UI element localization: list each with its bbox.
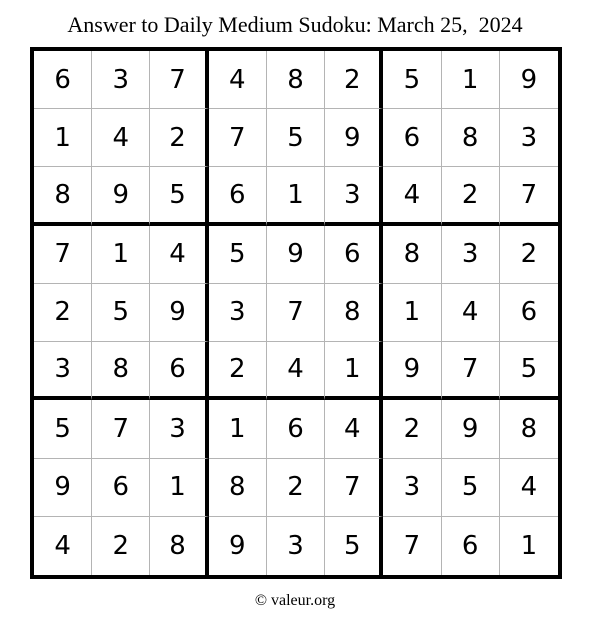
sudoku-cell-r5-c4: 3 bbox=[209, 284, 267, 342]
sudoku-cell-r4-c1: 7 bbox=[34, 226, 92, 284]
sudoku-cell-r4-c9: 2 bbox=[500, 226, 558, 284]
sudoku-cell-r1-c1: 6 bbox=[34, 51, 92, 109]
sudoku-cell-r6-c3: 6 bbox=[150, 342, 208, 400]
sudoku-cell-r5-c3: 9 bbox=[150, 284, 208, 342]
sudoku-cell-r5-c9: 6 bbox=[500, 284, 558, 342]
sudoku-cell-r7-c9: 8 bbox=[500, 400, 558, 458]
sudoku-cell-r4-c7: 8 bbox=[383, 226, 441, 284]
sudoku-cell-r7-c3: 3 bbox=[150, 400, 208, 458]
sudoku-cell-r7-c6: 4 bbox=[325, 400, 383, 458]
sudoku-cell-r1-c7: 5 bbox=[383, 51, 441, 109]
sudoku-cell-r3-c5: 1 bbox=[267, 167, 325, 225]
sudoku-cell-r9-c2: 2 bbox=[92, 517, 150, 575]
sudoku-cell-r8-c9: 4 bbox=[500, 459, 558, 517]
sudoku-cell-r6-c1: 3 bbox=[34, 342, 92, 400]
sudoku-cell-r3-c8: 2 bbox=[442, 167, 500, 225]
sudoku-board bbox=[30, 47, 562, 579]
sudoku-cell-r2-c2: 4 bbox=[92, 109, 150, 167]
sudoku-cell-r5-c5: 7 bbox=[267, 284, 325, 342]
sudoku-cell-r5-c6: 8 bbox=[325, 284, 383, 342]
sudoku-cell-r6-c7: 9 bbox=[383, 342, 441, 400]
sudoku-cell-r3-c7: 4 bbox=[383, 167, 441, 225]
sudoku-cell-r1-c6: 2 bbox=[325, 51, 383, 109]
sudoku-cell-r3-c9: 7 bbox=[500, 167, 558, 225]
sudoku-cell-r8-c5: 2 bbox=[267, 459, 325, 517]
sudoku-cell-r8-c8: 5 bbox=[442, 459, 500, 517]
sudoku-cell-r1-c8: 1 bbox=[442, 51, 500, 109]
sudoku-cell-r1-c2: 3 bbox=[92, 51, 150, 109]
sudoku-cell-r2-c3: 2 bbox=[150, 109, 208, 167]
sudoku-cell-r7-c8: 9 bbox=[442, 400, 500, 458]
sudoku-cell-r4-c5: 9 bbox=[267, 226, 325, 284]
sudoku-cell-r9-c1: 4 bbox=[34, 517, 92, 575]
sudoku-cell-r4-c4: 5 bbox=[209, 226, 267, 284]
sudoku-cell-r8-c7: 3 bbox=[383, 459, 441, 517]
copyright-footer: © valeur.org bbox=[254, 592, 336, 609]
sudoku-cell-r3-c4: 6 bbox=[209, 167, 267, 225]
sudoku-cell-r9-c4: 9 bbox=[209, 517, 267, 575]
sudoku-cell-r4-c3: 4 bbox=[150, 226, 208, 284]
sudoku-cell-r2-c7: 6 bbox=[383, 109, 441, 167]
sudoku-cell-r2-c4: 7 bbox=[209, 109, 267, 167]
sudoku-cell-r1-c4: 4 bbox=[209, 51, 267, 109]
sudoku-cell-r2-c8: 8 bbox=[442, 109, 500, 167]
sudoku-cell-r6-c9: 5 bbox=[500, 342, 558, 400]
sudoku-cell-r4-c2: 1 bbox=[92, 226, 150, 284]
sudoku-cell-r9-c5: 3 bbox=[267, 517, 325, 575]
sudoku-cell-r8-c3: 1 bbox=[150, 459, 208, 517]
page-title: Answer to Daily Medium Sudoku: March 25, 2024 bbox=[67, 12, 523, 37]
sudoku-cell-r5-c2: 5 bbox=[92, 284, 150, 342]
sudoku-cell-r7-c5: 6 bbox=[267, 400, 325, 458]
sudoku-cell-r5-c7: 1 bbox=[383, 284, 441, 342]
sudoku-cell-r6-c6: 1 bbox=[325, 342, 383, 400]
sudoku-cell-r4-c6: 6 bbox=[325, 226, 383, 284]
sudoku-cell-r8-c4: 8 bbox=[209, 459, 267, 517]
sudoku-cell-r5-c1: 2 bbox=[34, 284, 92, 342]
sudoku-cell-r7-c7: 2 bbox=[383, 400, 441, 458]
sudoku-cell-r2-c9: 3 bbox=[500, 109, 558, 167]
sudoku-cell-r5-c8: 4 bbox=[442, 284, 500, 342]
sudoku-cell-r4-c8: 3 bbox=[442, 226, 500, 284]
sudoku-cell-r2-c6: 9 bbox=[325, 109, 383, 167]
sudoku-cell-r1-c5: 8 bbox=[267, 51, 325, 109]
sudoku-cell-r7-c2: 7 bbox=[92, 400, 150, 458]
sudoku-cell-r3-c3: 5 bbox=[150, 167, 208, 225]
sudoku-cell-r6-c5: 4 bbox=[267, 342, 325, 400]
sudoku-cell-r9-c7: 7 bbox=[383, 517, 441, 575]
sudoku-cell-r1-c9: 9 bbox=[500, 51, 558, 109]
sudoku-cell-r2-c1: 1 bbox=[34, 109, 92, 167]
sudoku-cell-r3-c1: 8 bbox=[34, 167, 92, 225]
sudoku-cell-r7-c1: 5 bbox=[34, 400, 92, 458]
sudoku-cell-r9-c8: 6 bbox=[442, 517, 500, 575]
sudoku-cell-r7-c4: 1 bbox=[209, 400, 267, 458]
sudoku-cell-r8-c6: 7 bbox=[325, 459, 383, 517]
sudoku-cell-r6-c2: 8 bbox=[92, 342, 150, 400]
sudoku-cell-r8-c1: 9 bbox=[34, 459, 92, 517]
sudoku-cell-r9-c3: 8 bbox=[150, 517, 208, 575]
sudoku-cell-r8-c2: 6 bbox=[92, 459, 150, 517]
sudoku-cell-r9-c6: 5 bbox=[325, 517, 383, 575]
sudoku-cell-r2-c5: 5 bbox=[267, 109, 325, 167]
sudoku-cell-r9-c9: 1 bbox=[520, 530, 538, 561]
sudoku-cell-r3-c2: 9 bbox=[92, 167, 150, 225]
sudoku-cell-r3-c6: 3 bbox=[325, 167, 383, 225]
sudoku-cell-r6-c4: 2 bbox=[209, 342, 267, 400]
sudoku-cell-r1-c3: 7 bbox=[150, 51, 208, 109]
sudoku-cell-r6-c8: 7 bbox=[442, 342, 500, 400]
